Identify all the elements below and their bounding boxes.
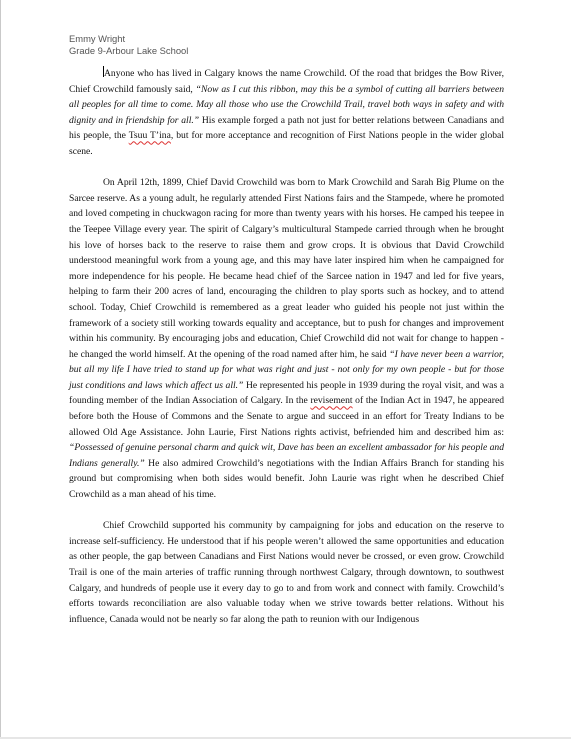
paragraph-1-text-a: Anyone who has lived in Calgary knows the name Crowchild. Of the road that bridges the Bow River, Chief Crowchild famously said,	[69, 68, 504, 95]
document-body[interactable]	[69, 66, 504, 643]
paragraph-2	[69, 175, 504, 502]
paragraph-1-text-e: , but for more acceptance and recognition of First Nations people in the wider global scene.	[69, 130, 504, 157]
paragraph-1-quote: “Now as I cut this ribbon, may this be a symbol of cutting all barriers between all peoples for all time to come. May all those who use the Crowchild Trail, travel both ways in safety and with dignity and in friendship for all.”	[69, 83, 504, 126]
paragraph-3-text: Chief Crowchild supported his community by campaigning for jobs and education on the reserve to increase self-sufficiency. He understood that if his people weren’t allowed the same opportunities and education as other people, the gap between Canadians and First Nations would never be crossed, or even grow. Crowchild Trail is one of the main arteries of traffic running through northwest Calgary, through downtown, to southwest Calgary, and hundreds of people use it every day to go to and from work and connect with family. Crowchild’s efforts towards reconciliation are also valuable today when we strive towards better relations. Without his influence, Canada would not be nearly so far along the path to reunion with our Indigenous	[69, 520, 504, 625]
paragraph-2-text-g: He also admired Crowchild’s negotiations with the Indian Affairs Branch for standing his ground but compromising when both sides would benefit. John Laurie was right when he described Chief Crowchild as a man ahead of his time.	[69, 457, 504, 501]
page-left-edge	[0, 0, 1, 739]
spellcheck-word-tsuu-tina[interactable]: Tsuu T’ina	[128, 130, 171, 142]
document-header	[69, 33, 188, 57]
paragraph-3	[69, 518, 504, 627]
paragraph-2-text-e: of the Indian Act in 1947, he appeared before both the House of Commons and the Senate to argue and succeed in an effort for Treaty Indians to be allowed Old Age Assistance. John Laurie, First Nations rights activist, befriended him and described him as:	[69, 395, 505, 438]
paragraph-2-quote-1: “I have never been a warrior, but all my life I have tried to stand up for what was right and just - not only for my own people - but for those just conditions and laws which affect us all.”	[69, 348, 504, 391]
author-school: Grade 9-Arbour Lake School	[69, 45, 189, 56]
paragraph-2-quote-2: “Possessed of genuine personal charm and quick wit, Dave has been an excellent ambassador for his people and Indians generally.”	[69, 442, 504, 469]
spellcheck-word-revisement[interactable]: revisement	[310, 395, 353, 407]
paragraph-2-text-a: On April 12th, 1899, Chief David Crowchild was born to Mark Crowchild and Sarah Big Plume on the Sarcee reserve. As a young adult, he regularly attended First Nations fairs and the Stampede, where he promoted and loved competing in chuckwagon racing for more than twenty years with his horses. He camped his teepee in the Teepee Village every year. The spirit of Calgary’s multicultural Stampede carried through when he brought his love of horses back to the reserve to raise them and grow crops. It is obvious that David Crowchild understood meaningful work from a young age, and this may have later inspired him when he campaigned for more independence for his people. He became head chief of the Sarcee nation in 1947 and led for five years, helping to farm their 200 acres of land, encouraging the children to play sports such as hockey, and to attend school. Today, Chief Crowchild is remembered as a great leader who guided his people not just within the framework of a society still working towards equality and acceptance, but to push for changes and improvement within his community. By encouraging jobs and education, Chief Crowchild did not wait for change to happen - he changed the world himself. At the opening of the road named after him, he said	[69, 177, 504, 360]
paragraph-1-text-c: His example forged a path not just for better relations between Canadians and his people, the	[69, 114, 504, 142]
paragraph-2-text-c: He represented his people in 1939 during the royal visit, and was a founding member of the Indian Association of Calgary. In the	[69, 379, 505, 407]
paragraph-1	[69, 66, 504, 160]
author-name: Emmy Wright	[69, 33, 126, 44]
